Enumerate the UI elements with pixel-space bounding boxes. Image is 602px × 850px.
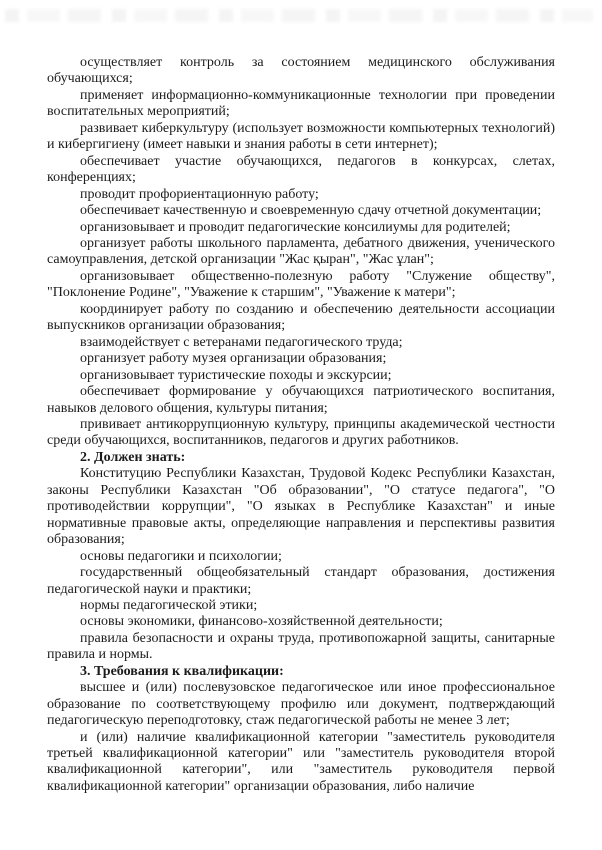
- paragraph-knowledge: основы экономики, финансово-хозяйственной деятельности;: [80, 614, 443, 630]
- paragraph-duty: координирует работу по созданию и обеспечению деятельности ассоциации выпускников организации образования;: [47, 301, 555, 334]
- paragraph-duty: организовывает общественно-полезную работу "Служение обществу", "Поклонение Родине", "Уважение к старшим", "Уважение к матери";: [47, 268, 555, 301]
- paragraph-knowledge: государственный общеобязательный стандарт образования, достижения педагогической науки и практики;: [47, 565, 555, 597]
- paragraph-duty: развивает киберкультуру (использует возможности компьютерных технологий) и кибергигиену (имеет навыки и знания работы в сети интернет);: [47, 120, 555, 153]
- paragraph-duty: обеспечивает формирование у обучающихся патриотического воспитания, навыков делового общения, культуры питания;: [47, 384, 555, 416]
- section-heading-must-know: 2. Должен знать:: [80, 449, 186, 465]
- paragraph-knowledge: правила безопасности и охраны труда, противопожарной защиты, санитарные правила и нормы.: [47, 630, 555, 663]
- paragraph-duty: организовывает и проводит педагогические консилиумы для родителей;: [80, 219, 511, 235]
- document-body-text: [47, 55, 555, 795]
- paragraph-knowledge: Конституцию Республики Казахстан, Трудовой Кодекс Республики Казахстан, законы Республики Казахстан "Об образовании", "О статусе педагога", "О противодействии коррупции", "О языках в Республике Казахстан" и иные нормативные правовые акты, определяющие направления и перспективы развития образования;: [47, 466, 555, 548]
- section-heading-qualification-requirements: 3. Требования к квалификации:: [80, 663, 284, 679]
- paragraph-duty: взаимодействует с ветеранами педагогического труда;: [80, 334, 403, 350]
- paragraph-duty: организовывает туристические походы и экскурсии;: [80, 367, 392, 383]
- paragraph-duty: обеспечивает качественную и своевременную сдачу отчетной документации;: [80, 203, 542, 219]
- paragraph-duty: организует работы школьного парламента, дебатного движения, ученического самоуправления, детской организации "Жас қыран", "Жас ұлан";: [47, 235, 555, 268]
- paragraph-duty: обеспечивает участие обучающихся, педагогов в конкурсах, слетах, конференциях;: [47, 153, 555, 186]
- paragraph-duty: применяет информационно-коммуникационные технологии при проведении воспитательных мероприятий;: [47, 87, 555, 120]
- paragraph-duty: прививает антикоррупционную культуру, принципы академической честности среди обучающихся, воспитанников, педагогов и других работников.: [47, 416, 555, 449]
- scan-artifact: [5, 9, 593, 22]
- paragraph-knowledge: нормы педагогической этики;: [80, 597, 258, 613]
- paragraph-duty: проводит профориентационную работу;: [80, 186, 319, 202]
- paragraph-duty: осуществляет контроль за состоянием медицинского обслуживания обучающихся;: [47, 55, 555, 87]
- paragraph-qualification: высшее и (или) послевузовское педагогическое или иное профессиональное образование по соответствующему профилю или документ, подтверждающий педагогическую переподготовку, стаж педагогической работы не менее 3 лет;: [47, 680, 555, 729]
- paragraph-qualification: и (или) наличие квалификационной категории "заместитель руководителя третьей квалификационной категории" или "заместитель руководителя второй квалификационной категории", или "заместитель руководителя первой квалификационной категории" организации образования, либо наличие: [47, 729, 555, 794]
- paragraph-duty: организует работу музея организации образования;: [80, 351, 387, 367]
- paragraph-knowledge: основы педагогики и психологии;: [80, 548, 282, 564]
